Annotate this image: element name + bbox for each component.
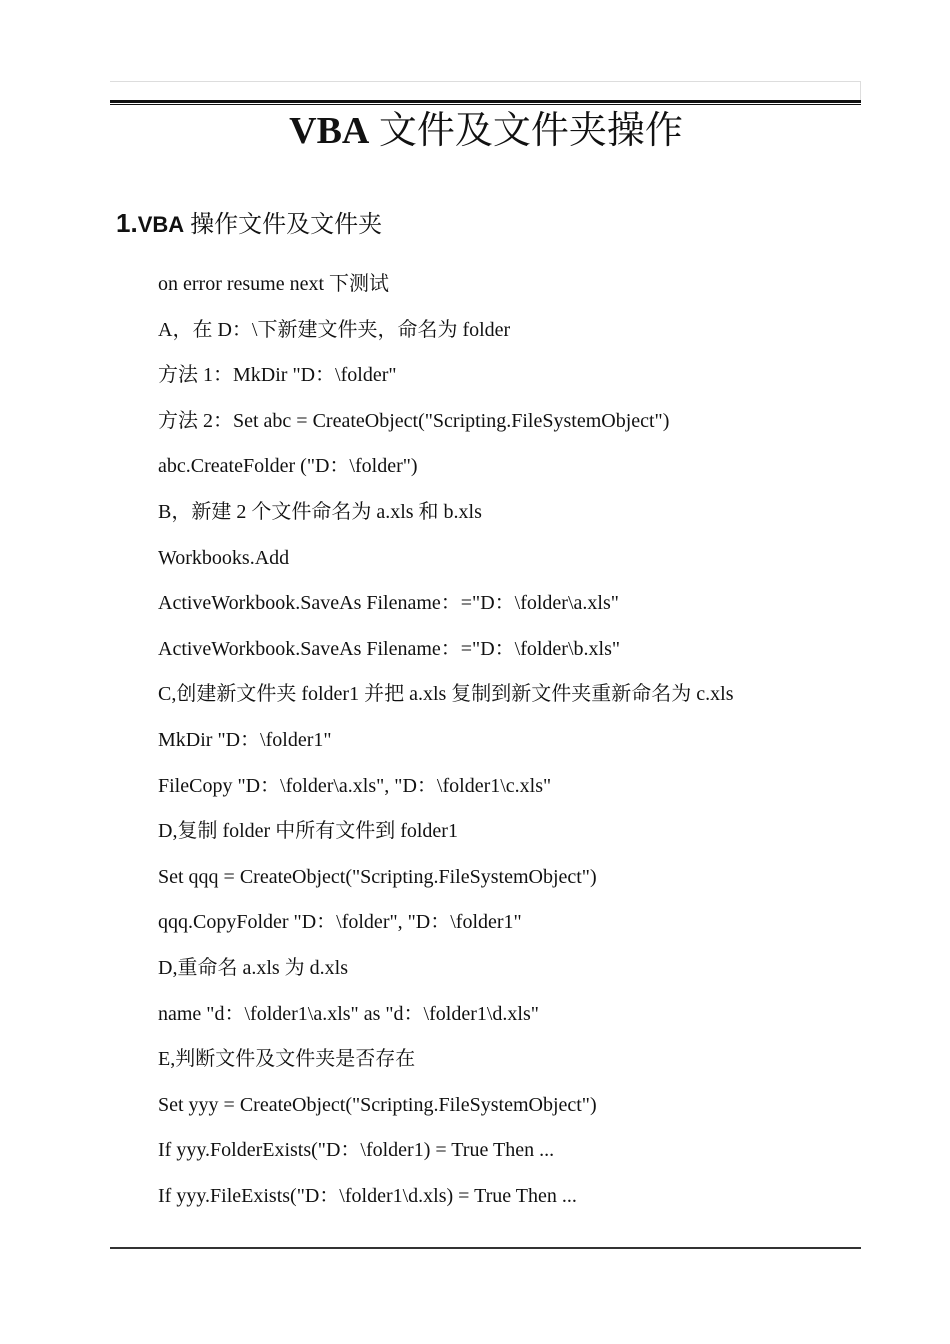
- content-line: D,复制 folder 中所有文件到 folder1: [158, 820, 458, 843]
- header-rule-thin: [110, 104, 861, 105]
- content-line: name "d：\folder1\a.xls" as "d：\folder1\d.xls": [158, 1002, 539, 1025]
- content-line: D,重命名 a.xls 为 d.xls: [158, 956, 348, 979]
- content-line: E,判断文件及文件夹是否存在: [158, 1048, 416, 1071]
- content-line: FileCopy "D：\folder\a.xls", "D：\folder1\c.xls": [158, 774, 552, 797]
- section-heading-cjk: 操作文件及文件夹: [184, 212, 383, 238]
- content-line: qqq.CopyFolder "D：\folder", "D：\folder1": [158, 911, 522, 934]
- content-line: If yyy.FolderExists("D：\folder1) = True Then ...: [158, 1139, 555, 1162]
- footer-rule: [110, 1247, 861, 1249]
- content-line: abc.CreateFolder ("D：\folder"): [158, 455, 418, 478]
- section-number: 1.: [116, 208, 138, 238]
- content-line: ActiveWorkbook.SaveAs Filename：="D：\folder\b.xls": [158, 637, 621, 660]
- content-line: If yyy.FileExists("D：\folder1\d.xls) = True Then ...: [158, 1184, 577, 1207]
- content-line: 方法 1：MkDir "D：\folder": [158, 364, 397, 387]
- content-line: Set yyy = CreateObject("Scripting.FileSystemObject"): [158, 1093, 597, 1116]
- content-body: [158, 265, 734, 1222]
- content-line: Set qqq = CreateObject("Scripting.FileSystemObject"): [158, 865, 597, 888]
- content-line: MkDir "D：\folder1": [158, 728, 332, 751]
- content-line: 方法 2：Set abc = CreateObject("Scripting.FileSystemObject"): [158, 409, 670, 432]
- content-line: C,创建新文件夹 folder1 并把 a.xls 复制到新文件夹重新命名为 c.xls: [158, 683, 734, 706]
- content-line: B，新建 2 个文件命名为 a.xls 和 b.xls: [158, 500, 482, 523]
- content-line: Workbooks.Add: [158, 546, 290, 569]
- document-title: [0, 107, 950, 155]
- content-line: ActiveWorkbook.SaveAs Filename：="D：\folder\a.xls": [158, 592, 619, 615]
- header-top-faint-rule: [110, 81, 861, 82]
- document-title-cjk: 文件及文件夹操作: [369, 110, 683, 152]
- section-heading-latin: VBA: [137, 212, 185, 237]
- header-rule-thick: [110, 100, 861, 103]
- content-line: A，在 D：\下新建文件夹，命名为 folder: [158, 318, 511, 341]
- document-title-latin: VBA: [289, 110, 370, 152]
- content-line: on error resume next 下测试: [158, 273, 390, 295]
- section-heading: [116, 205, 382, 243]
